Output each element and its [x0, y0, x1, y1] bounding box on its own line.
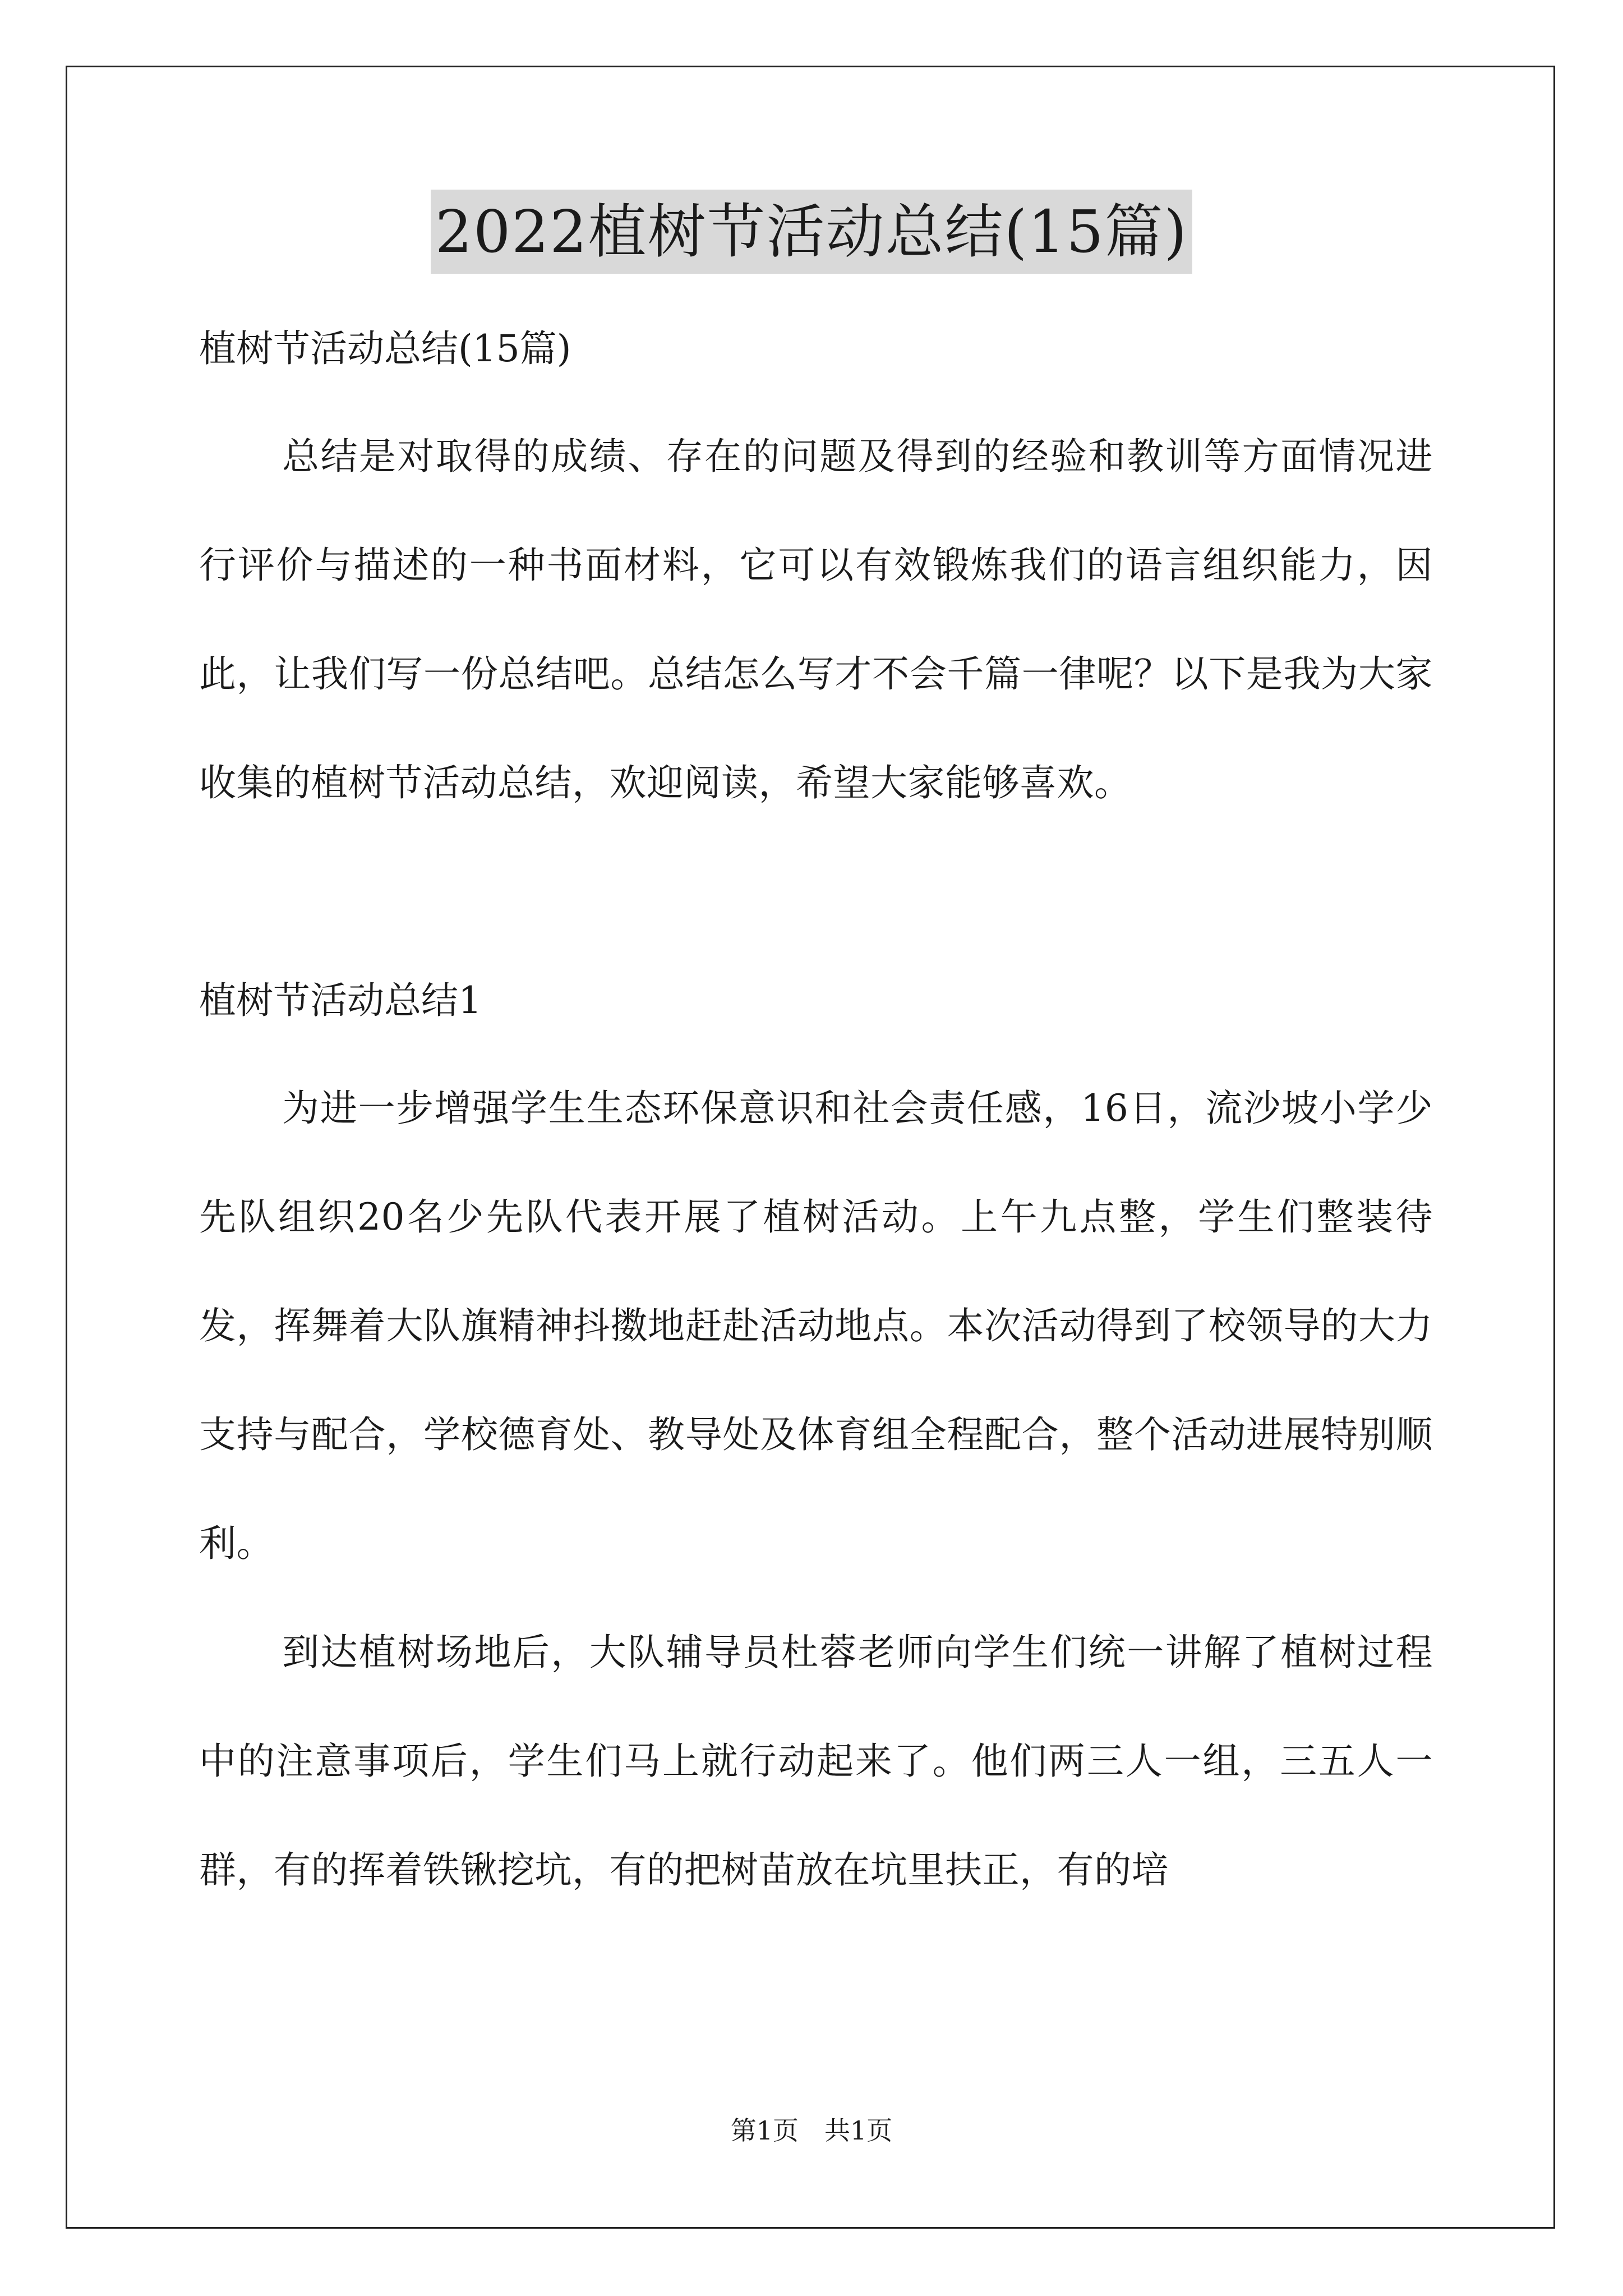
page-footer: 第1页 共1页	[730, 2115, 893, 2146]
document-body	[199, 296, 1433, 1925]
body-paragraph: 到达植树场地后，大队辅导员杜蓉老师向学生们统一讲解了植树过程中的注意事项后，学生们马上就行动起来了。他们两三人一组，三五人一群，有的挥着铁锹挖坑，有的把树苗放在坑里扶正，有的培	[199, 1631, 1433, 1892]
document-subtitle: 植树节活动总结(15篇)	[199, 327, 571, 370]
document-title: 2022植树节活动总结(15篇)	[431, 190, 1192, 274]
section-heading: 植树节活动总结1	[199, 979, 482, 1022]
body-paragraph: 为进一步增强学生生态环保意识和社会责任感，16日，流沙坡小学少先队组织20名少先队代表开展了植树活动。上午九点整，学生们整装待发，挥舞着大队旗精神抖擞地赶赴活动地点。本次活动得到了校领导的大力支持与配合，学校德育处、教导处及体育组全程配合，整个活动进展特别顺利。	[199, 1087, 1433, 1565]
intro-paragraph: 总结是对取得的成绩、存在的问题及得到的经验和教训等方面情况进行评价与描述的一种书面材料，它可以有效锻炼我们的语言组织能力，因此，让我们写一份总结吧。总结怎么写才不会千篇一律呢？以下是我为大家收集的植树节活动总结，欢迎阅读，希望大家能够喜欢。	[199, 435, 1433, 804]
title-container	[0, 190, 1623, 274]
section-spacer	[199, 838, 1433, 947]
